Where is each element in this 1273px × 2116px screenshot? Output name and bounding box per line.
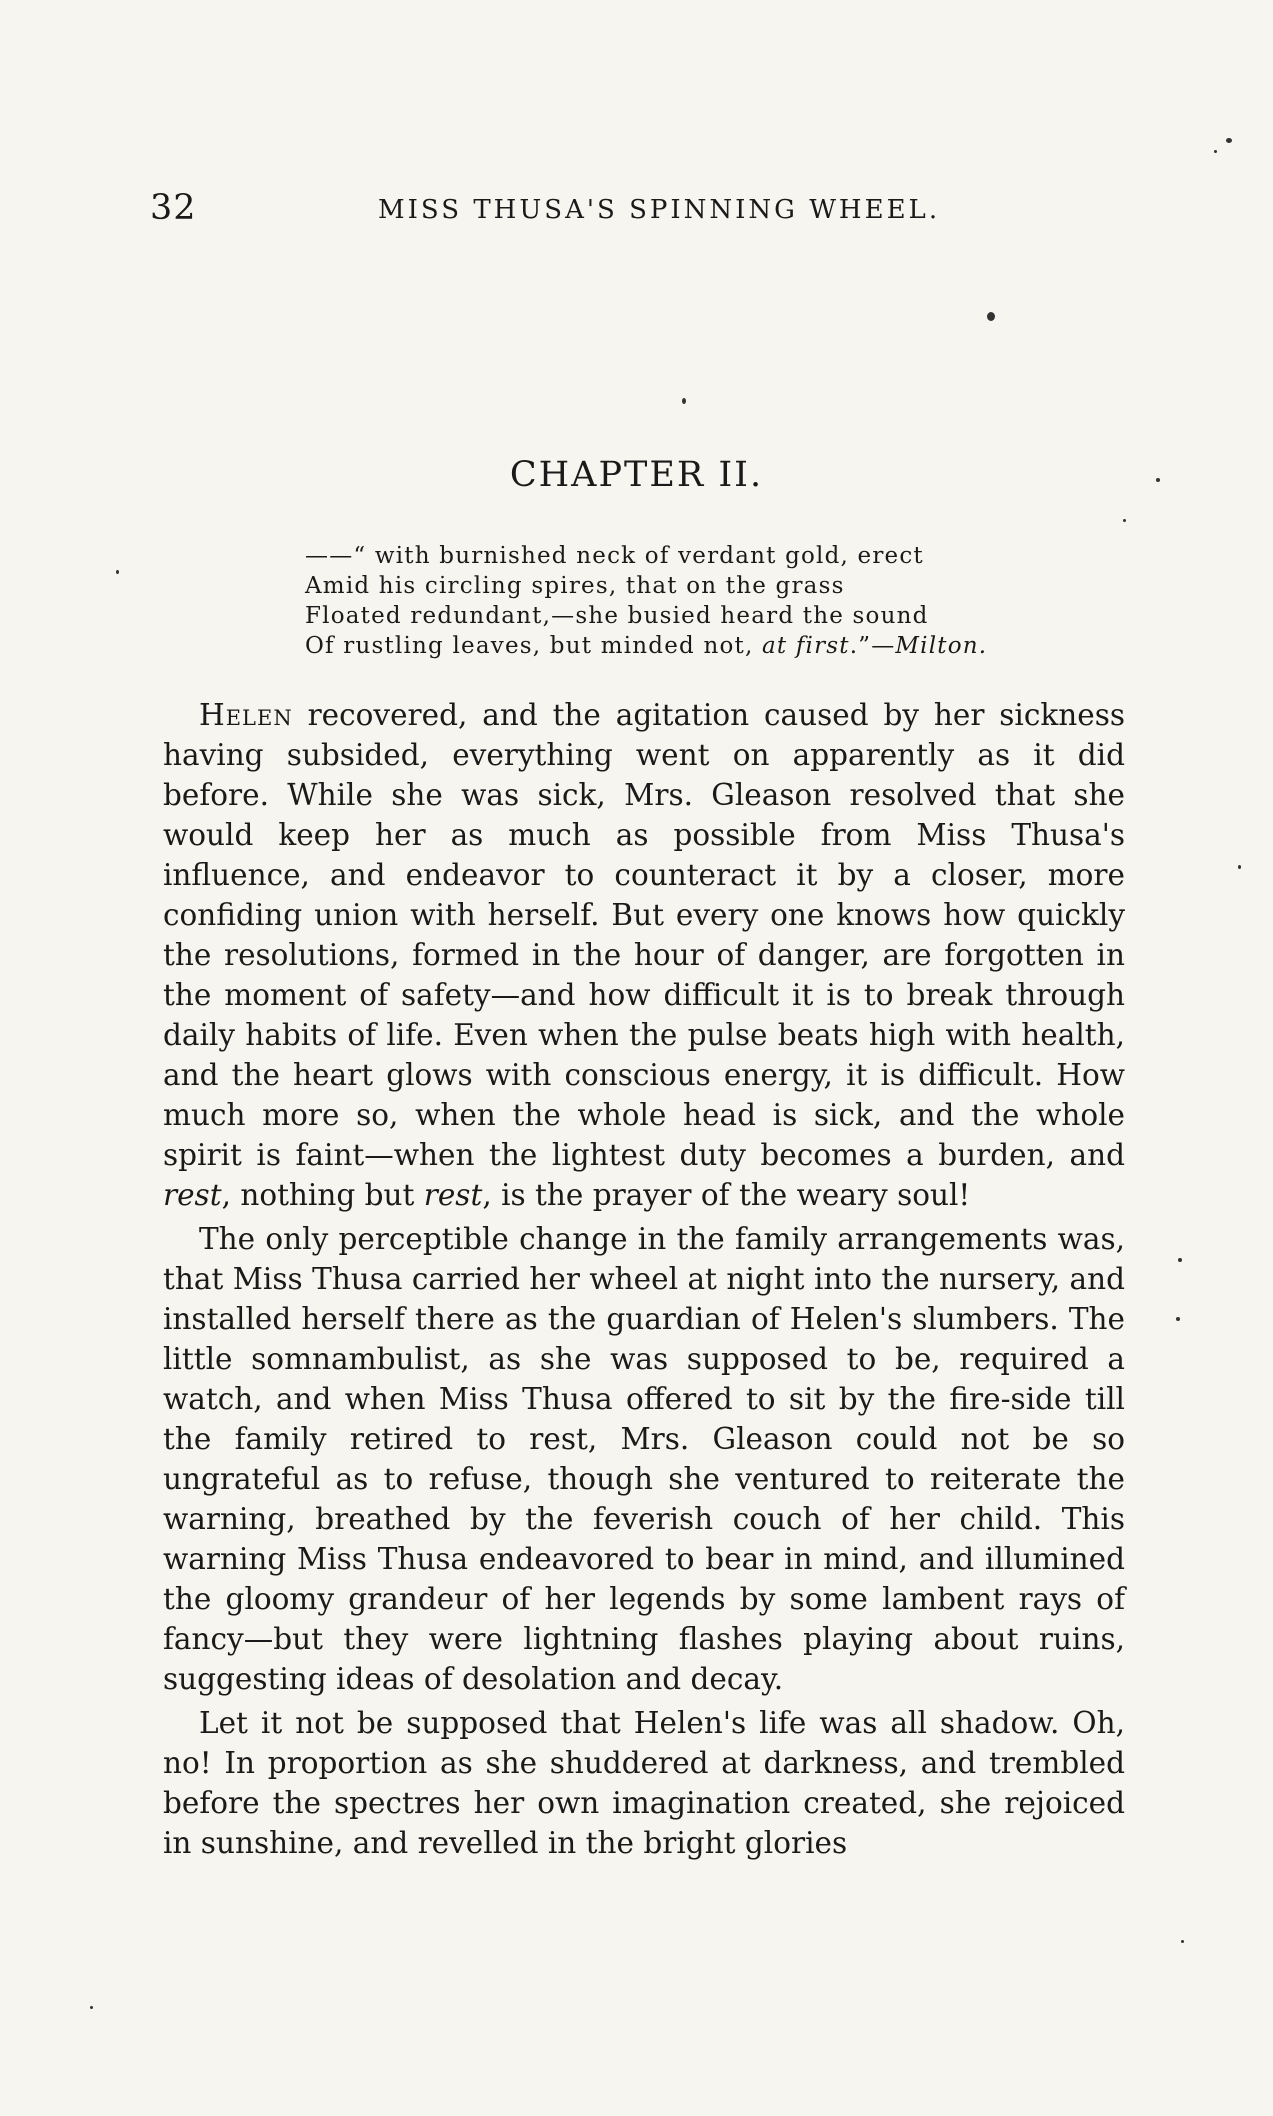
- paragraph-lead-word: Helen: [199, 698, 293, 732]
- epigraph-line-3: Floated redundant,—she busied heard the sound: [305, 603, 929, 629]
- scan-speck: [1178, 1258, 1182, 1262]
- epigraph-line-4: [305, 631, 1065, 661]
- epigraph-author: Milton.: [895, 633, 988, 659]
- scan-speck: [1176, 1317, 1180, 1321]
- paragraph-1-segment-3: , is the prayer of the weary soul!: [482, 1178, 971, 1212]
- scan-speck: [90, 2006, 93, 2009]
- paragraph-1-segment-1: recovered, and the agitation caused by her sickness having subsided, everything went on apparently as it did before. While she was sick, Mrs. Gleason resolved that she would keep her as much as possible from Miss Thusa's influence, and endeavor to counteract it by a closer, more confiding union with herself. But every one knows how quickly the resolutions, formed in the hour of danger, are forgotten in the moment of safety—and how difficult it is to break through daily habits of life. Even when the pulse beats high with health, and the heart glows with conscious energy, it is difficult. How much more so, when the whole head is sick, and the whole spirit is faint—when the lightest duty becomes a burden, and: [163, 698, 1125, 1172]
- page-number: 32: [150, 188, 197, 228]
- scan-speck: [1226, 138, 1232, 143]
- paragraph-1-emphasis-2: rest: [423, 1178, 483, 1212]
- running-head: MISS THUSA'S SPINNING WHEEL.: [378, 195, 941, 225]
- scan-speck: [1123, 519, 1126, 522]
- paragraph-1-segment-2: , nothing but: [221, 1178, 424, 1212]
- scan-speck: [1238, 865, 1241, 869]
- epigraph-line-4-start: Of rustling leaves, but minded not,: [305, 633, 762, 659]
- scan-speck: [116, 570, 119, 574]
- paragraph-1: [163, 695, 1125, 1215]
- paragraph-2: The only perceptible change in the family arrangements was, that Miss Thusa carried her wheel at night into the nursery, and installed herself there as the guardian of Helen's slumbers. The little somnambulist, as she was supposed to be, required a watch, and when Miss Thusa offered to sit by the fire-side till the family retired to rest, Mrs. Gleason could not be so ungrateful as to refuse, though she ventured to reiterate the warning, breathed by the feverish couch of her child. This warning Miss Thusa endeavored to bear in mind, and illumined the gloomy grandeur of her legends by some lambent rays of fancy—but they were lightning flashes playing about ruins, suggesting ideas of desolation and decay.: [163, 1222, 1125, 1696]
- epigraph-emphasis: at first: [761, 633, 850, 659]
- scan-speck: [1156, 478, 1160, 482]
- scan-speck: [1181, 1940, 1184, 1943]
- chapter-title: CHAPTER II.: [509, 455, 764, 495]
- paragraph-1-emphasis-1: rest: [163, 1178, 222, 1212]
- epigraph: [305, 541, 1065, 661]
- body-text: [163, 695, 1125, 1867]
- scan-speck: [987, 312, 995, 321]
- paragraph-3: Let it not be supposed that Helen's life was all shadow. Oh, no! In proportion as she shuddered at darkness, and trembled before the spectres her own imagination created, she rejoiced in sunshine, and revelled in the bright glories: [163, 1706, 1125, 1860]
- scan-speck: [682, 398, 686, 404]
- epigraph-line-2: Amid his circling spires, that on the grass: [305, 573, 845, 599]
- scan-speck: [1214, 150, 1217, 153]
- epigraph-line-4-end: .”—: [849, 633, 896, 659]
- epigraph-line-1: ——“ with burnished neck of verdant gold, erect: [305, 543, 924, 569]
